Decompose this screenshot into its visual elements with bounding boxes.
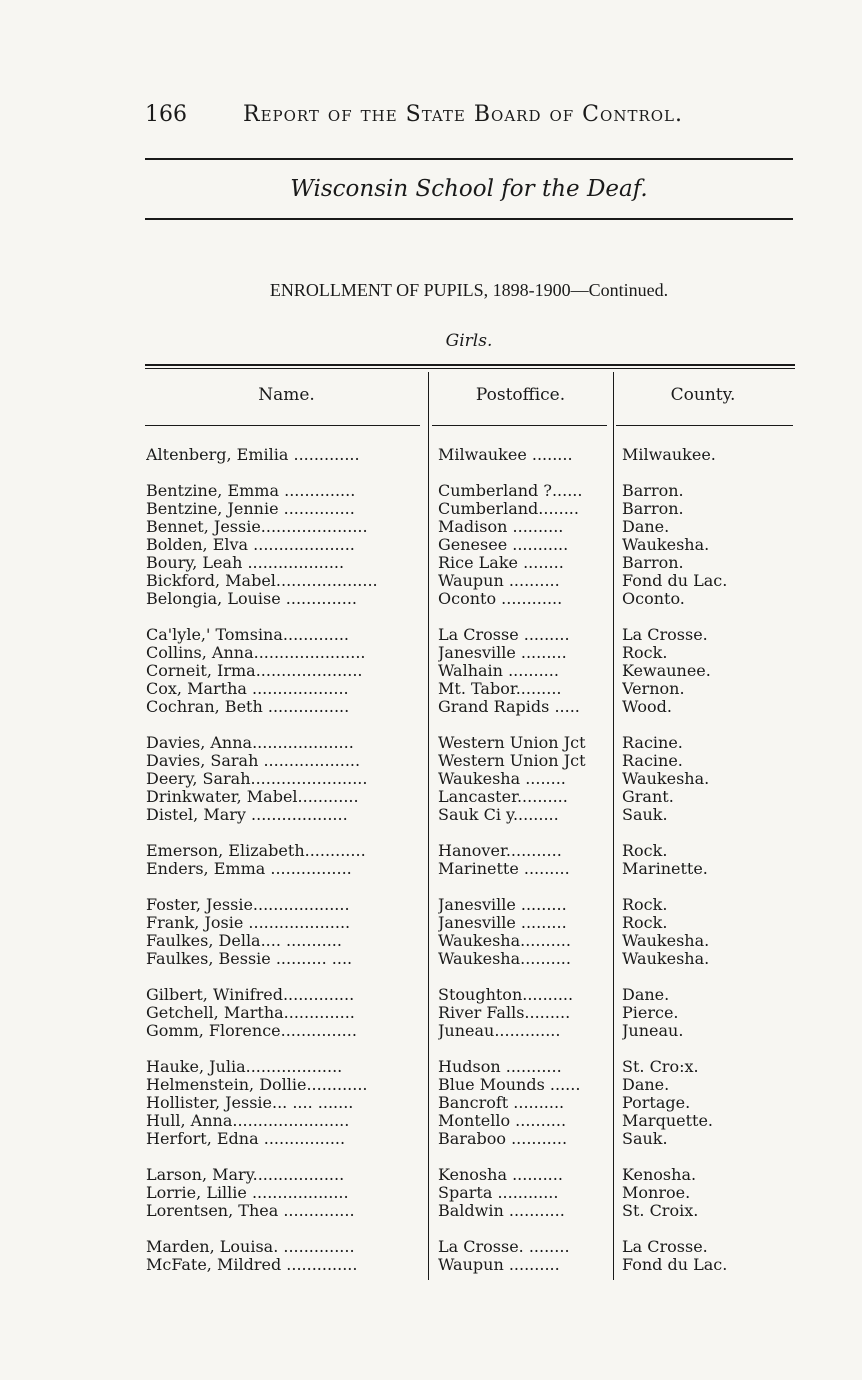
county-cell: St. Croix. [622,1202,699,1220]
postoffice-cell: Genesee ........... [438,536,569,554]
pupil-name: Larson, Mary.................. [146,1166,345,1184]
postoffice-cell: Rice Lake ........ [438,554,564,572]
county-cell: Juneau. [622,1022,684,1040]
county-cell: Kenosha. [622,1166,697,1184]
county-cell: Barron. [622,500,684,518]
pupil-name: Bickford, Mabel.................... [146,572,378,590]
table-row [0,644,862,662]
subsection-title: Girls. [445,331,493,351]
pupil-name: Marden, Louisa. .............. [146,1238,355,1256]
header-rule-bottom [145,218,793,220]
county-cell: Rock. [622,914,668,932]
header-underline [616,425,793,426]
county-cell: Waukesha. [622,950,710,968]
postoffice-cell: Waukesha.......... [438,950,571,968]
pupil-name: Deery, Sarah....................... [146,770,368,788]
pupil-name: Davies, Sarah ................... [146,752,361,770]
postoffice-cell: Bancroft .......... [438,1094,565,1112]
postoffice-cell: Hanover........... [438,842,562,860]
table-row [0,590,862,608]
pupil-name: Hull, Anna....................... [146,1112,350,1130]
pupil-name: Bennet, Jessie..................... [146,518,368,536]
county-cell: Kewaunee. [622,662,711,680]
county-cell: Dane. [622,518,670,536]
table-row [0,698,862,716]
table-row [0,914,862,932]
postoffice-cell: Western Union Jct [438,734,586,752]
postoffice-cell: Mt. Tabor......... [438,680,562,698]
header-underline [145,425,420,426]
county-cell: Fond du Lac. [622,572,728,590]
pupil-name: Lorrie, Lillie ................... [146,1184,349,1202]
county-cell: Fond du Lac. [622,1256,728,1274]
county-cell: Waukesha. [622,770,710,788]
pupil-name: Ca'lyle,' Tomsina............. [146,626,350,644]
postoffice-cell: Janesville ......... [438,896,567,914]
postoffice-cell: Blue Mounds ...... [438,1076,581,1094]
pupil-name: Bolden, Elva .................... [146,536,355,554]
table-row [0,1166,862,1184]
county-cell: Wood. [622,698,672,716]
running-title: Report of the State Board of Control. [243,102,683,127]
postoffice-cell: Milwaukee ........ [438,446,573,464]
county-cell: Sauk. [622,806,668,824]
county-cell: Vernon. [622,680,685,698]
county-cell: Barron. [622,482,684,500]
column-header-county: County. [670,385,736,405]
county-cell: Grant. [622,788,674,806]
table-rule-top [145,364,795,366]
postoffice-cell: Madison .......... [438,518,564,536]
header-underline [432,425,607,426]
postoffice-cell: Sparta ............ [438,1184,559,1202]
table-row [0,1058,862,1076]
table-row [0,860,862,878]
table-row [0,446,862,464]
postoffice-cell: La Crosse. ........ [438,1238,570,1256]
postoffice-cell: Kenosha .......... [438,1166,563,1184]
pupil-name: Getchell, Martha.............. [146,1004,355,1022]
table-row [0,1112,862,1130]
table-row [0,482,862,500]
table-row [0,734,862,752]
pupil-name: Collins, Anna...................... [146,644,366,662]
postoffice-cell: Waukesha ........ [438,770,566,788]
postoffice-cell: Baldwin ........... [438,1202,565,1220]
postoffice-cell: Cumberland ?...... [438,482,583,500]
pupil-name: Enders, Emma ................ [146,860,352,878]
county-cell: Monroe. [622,1184,691,1202]
table-row [0,536,862,554]
page-number: 166 [145,102,187,127]
county-cell: Rock. [622,644,668,662]
pupil-name: Boury, Leah ................... [146,554,345,572]
table-row [0,1076,862,1094]
county-cell: Dane. [622,1076,670,1094]
column-header-postoffice: Postoffice. [475,385,566,405]
postoffice-cell: Montello .......... [438,1112,567,1130]
county-cell: Waukesha. [622,536,710,554]
table-row [0,842,862,860]
page-header [145,102,795,132]
pupil-name: Gilbert, Winifred.............. [146,986,355,1004]
county-cell: Portage. [622,1094,691,1112]
table-row [0,500,862,518]
postoffice-cell: Janesville ......... [438,914,567,932]
table-row [0,572,862,590]
table-row [0,950,862,968]
pupil-name: Distel, Mary ................... [146,806,348,824]
table-row [0,662,862,680]
postoffice-cell: Sauk Ci y......... [438,806,559,824]
county-cell: La Crosse. [622,1238,708,1256]
table-row [0,554,862,572]
county-cell: Sauk. [622,1130,668,1148]
pupil-name: Cox, Martha ................... [146,680,349,698]
pupil-name: Corneit, Irma..................... [146,662,363,680]
postoffice-cell: Cumberland........ [438,500,579,518]
postoffice-cell: Grand Rapids ..... [438,698,580,716]
county-cell: Racine. [622,752,683,770]
pupil-name: Gomm, Florence............... [146,1022,357,1040]
table-row [0,896,862,914]
pupil-name: Frank, Josie .................... [146,914,351,932]
county-cell: Waukesha. [622,932,710,950]
table-rule-top-thin [145,368,795,369]
pupil-name: Drinkwater, Mabel............ [146,788,359,806]
postoffice-cell: Waukesha.......... [438,932,571,950]
table-row [0,932,862,950]
table-row [0,626,862,644]
pupil-name: Lorentsen, Thea .............. [146,1202,355,1220]
postoffice-cell: River Falls......... [438,1004,571,1022]
table-row [0,1022,862,1040]
county-cell: Milwaukee. [622,446,716,464]
pupil-name: Hauke, Julia................... [146,1058,343,1076]
table-row [0,518,862,536]
table-row [0,1202,862,1220]
county-cell: Marinette. [622,860,708,878]
county-cell: Barron. [622,554,684,572]
postoffice-cell: Lancaster.......... [438,788,568,806]
table-row [0,1256,862,1274]
county-cell: Dane. [622,986,670,1004]
county-cell: Rock. [622,842,668,860]
postoffice-cell: Hudson ........... [438,1058,562,1076]
pupil-name: Helmenstein, Dollie............ [146,1076,368,1094]
pupil-name: Hollister, Jessie... .... ....... [146,1094,354,1112]
table-row [0,752,862,770]
table-row [0,806,862,824]
table-row [0,1238,862,1256]
school-title: Wisconsin School for the Deaf. [290,176,648,202]
county-cell: Rock. [622,896,668,914]
postoffice-cell: Walhain .......... [438,662,559,680]
postoffice-cell: Juneau............. [438,1022,561,1040]
postoffice-cell: Marinette ......... [438,860,570,878]
table-row [0,680,862,698]
table-row [0,770,862,788]
postoffice-cell: Janesville ......... [438,644,567,662]
table-row [0,1184,862,1202]
table-row [0,1004,862,1022]
county-cell: St. Cro:x. [622,1058,699,1076]
county-cell: Racine. [622,734,683,752]
postoffice-cell: Western Union Jct [438,752,586,770]
pupil-name: Davies, Anna.................... [146,734,354,752]
pupil-name: Foster, Jessie................... [146,896,350,914]
pupil-name: Emerson, Elizabeth............ [146,842,366,860]
postoffice-cell: Stoughton.......... [438,986,574,1004]
pupil-name: Faulkes, Della.... ........... [146,932,342,950]
pupil-name: Faulkes, Bessie .......... .... [146,950,353,968]
pupil-name: Bentzine, Emma .............. [146,482,356,500]
pupil-name: Bentzine, Jennie .............. [146,500,355,518]
pupil-name: McFate, Mildred .............. [146,1256,358,1274]
table-row [0,788,862,806]
county-cell: Oconto. [622,590,685,608]
postoffice-cell: Baraboo ........... [438,1130,568,1148]
postoffice-cell: Waupun .......... [438,572,560,590]
postoffice-cell: La Crosse ......... [438,626,570,644]
county-cell: Marquette. [622,1112,713,1130]
header-rule-top [145,158,793,160]
postoffice-cell: Waupun .......... [438,1256,560,1274]
postoffice-cell: Oconto ............ [438,590,563,608]
column-header-name: Name. [258,385,315,405]
table-row [0,1130,862,1148]
pupil-name: Belongia, Louise .............. [146,590,357,608]
table-row [0,1094,862,1112]
county-cell: Pierce. [622,1004,679,1022]
pupil-name: Herfort, Edna ................ [146,1130,346,1148]
section-title: ENROLLMENT OF PUPILS, 1898-1900—Continued. [269,280,669,300]
pupil-name: Altenberg, Emilia ............. [146,446,360,464]
county-cell: La Crosse. [622,626,708,644]
table-row [0,986,862,1004]
pupil-name: Cochran, Beth ................ [146,698,350,716]
